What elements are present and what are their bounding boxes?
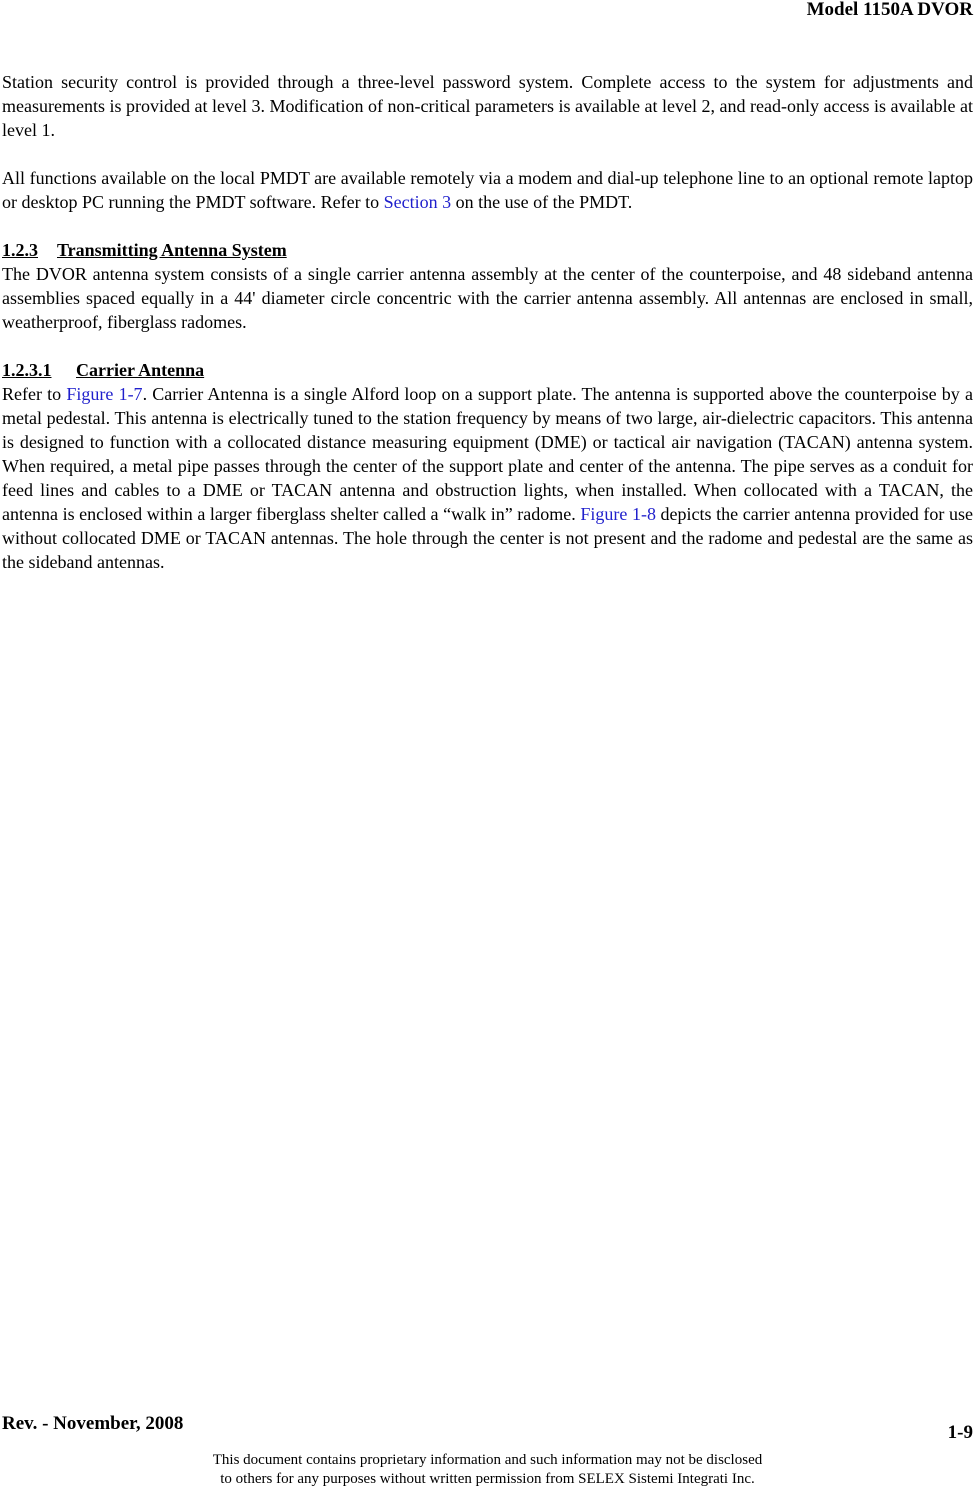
- paragraph-security: Station security control is provided through a three-level password system. Complete access to the system for adjustments and measurements is provided at level 3. Modification of non-critical parameters is available at level 2, and read-only access is available at level 1.: [2, 72, 973, 140]
- document-body: [2, 70, 973, 598]
- section-number: 1.2.3: [2, 240, 38, 260]
- paragraph-antenna-system: The DVOR antenna system consists of a single carrier antenna assembly at the center of the counterpoise, and 48 sideband antenna assemblies spaced equally in a 44' diameter circle concentric with the carrier antenna assembly. All antennas are enclosed in small, weatherproof, fiberglass radomes.: [2, 264, 973, 332]
- proprietary-notice: [0, 1451, 975, 1489]
- paragraph-carrier-antenna: [2, 382, 973, 574]
- section-heading-1-2-3-1: [2, 358, 973, 382]
- link-figure-1-7[interactable]: Figure 1-7: [66, 384, 143, 404]
- carrier-text-1: Refer to: [2, 384, 67, 404]
- footer-revision: Rev. - November, 2008: [2, 1413, 184, 1434]
- section-title: Carrier Antenna: [76, 360, 205, 380]
- paragraph-remote-text-2: on the use of the PMDT.: [451, 192, 633, 212]
- carrier-text-3: depicts the carrier antenna provided for use without collocated DME or TACAN antennas. The hole through the center is not present and the radome and pedestal are the same as the sideband antennas.: [2, 504, 973, 572]
- section-title: Transmitting Antenna System: [57, 240, 287, 260]
- paragraph-remote-text-1: All functions available on the local PMDT are available remotely via a modem and dial-up telephone line to an optional remote laptop or desktop PC running the PMDT software. Refer to: [2, 168, 973, 212]
- page-header-model: Model 1150A DVOR: [806, 0, 973, 20]
- notice-line-2: to others for any purposes without written permission from SELEX Sistemi Integrati Inc.: [220, 1471, 755, 1487]
- notice-line-1: This document contains proprietary information and such information may not be disclosed: [212, 1452, 763, 1468]
- section-heading-1-2-3: [2, 238, 973, 262]
- link-figure-1-8[interactable]: Figure 1-8: [580, 504, 656, 524]
- page-number: 1-9: [947, 1422, 973, 1443]
- paragraph-remote-access: [2, 166, 973, 214]
- section-number: 1.2.3.1: [2, 360, 52, 380]
- carrier-text-2: . Carrier Antenna is a single Alford loop on a support plate. The antenna is supported above the counterpoise by a metal pedestal. This antenna is electrically tuned to the station frequency by means of two large, air-dielectric capacitors. This antenna is designed to function with a collocated distance measuring equipment (DME) or tactical air navigation (TACAN) antenna system. When required, a metal pipe passes through the center of the support plate and center of the antenna. The pipe serves as a conduit for feed lines and cables to a DME or TACAN antenna and obstruction lights, when installed. When collocated with a TACAN, the antenna is enclosed within a larger fiberglass shelter called a “walk in” radome.: [2, 384, 973, 524]
- link-section-3[interactable]: Section 3: [383, 192, 452, 212]
